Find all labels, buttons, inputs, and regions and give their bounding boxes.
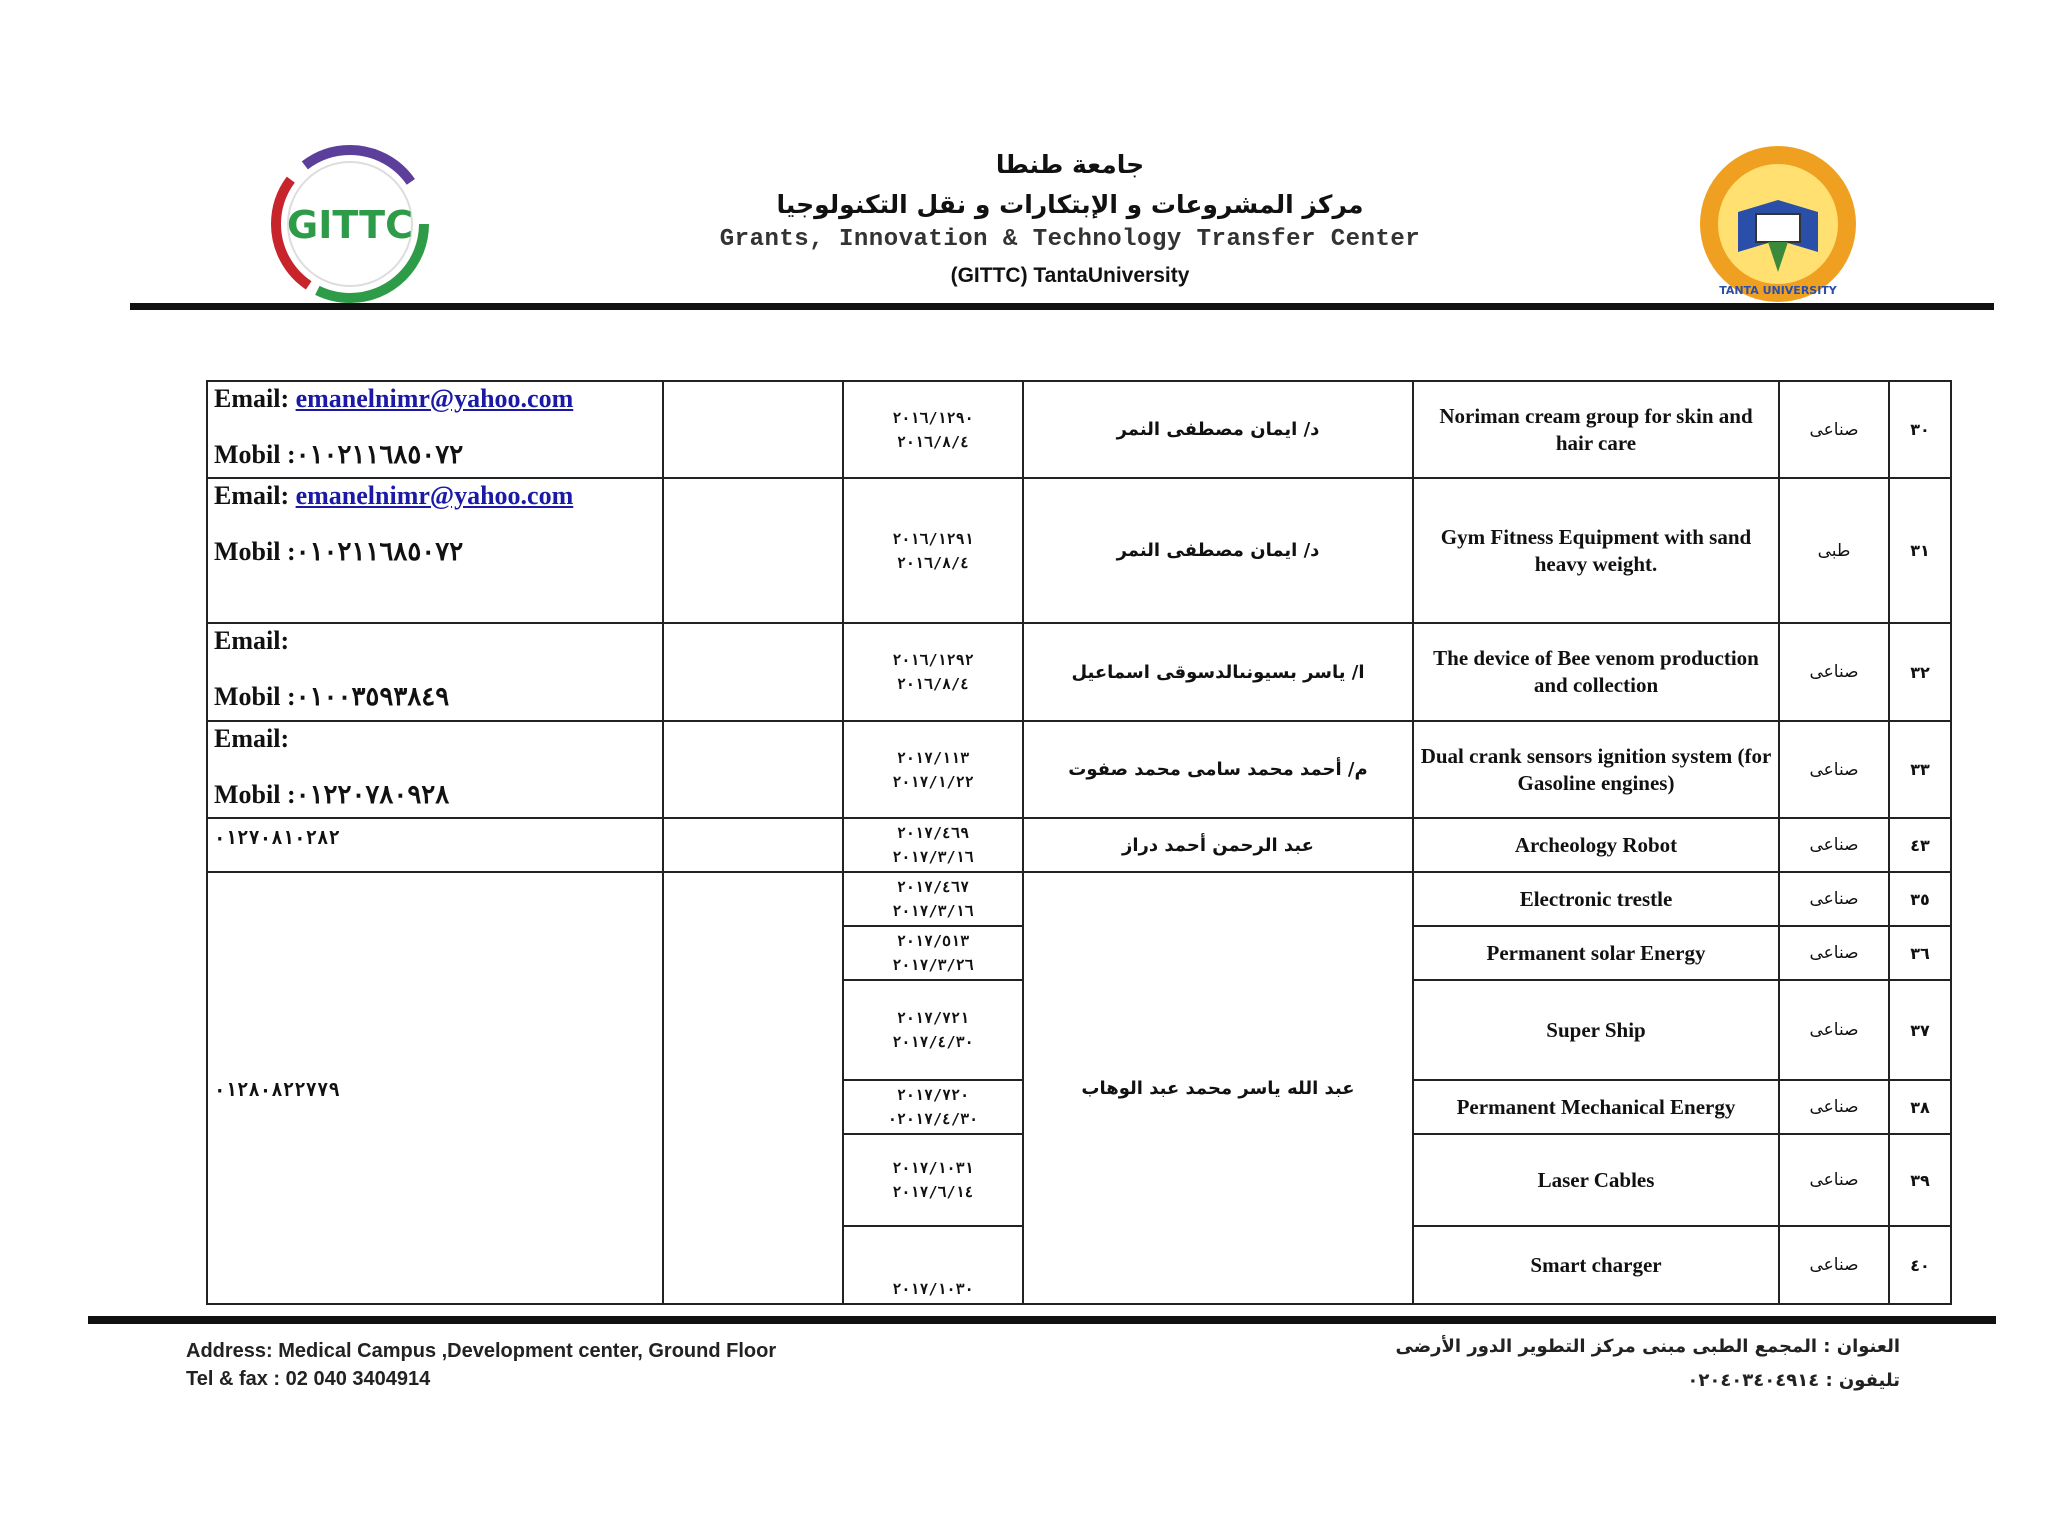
patent-number: ٢٠١٧/١٠٣٠ [892,1280,974,1298]
row-number: ٣٣ [1889,721,1951,818]
patent-number: ٢٠١٧/٧٢١ [896,1009,970,1027]
footer-tel-en: Tel & fax : 02 040 3404914 [186,1368,431,1390]
patent-cell [843,980,1023,1080]
invention-type: صناعى [1779,926,1889,980]
patent-number: ٢٠١٧/١٠٣١ [892,1159,974,1177]
mobile-line [214,440,656,470]
patent-cell [843,1134,1023,1226]
table-row [207,872,1951,926]
patent-cell [843,1080,1023,1134]
invention-type: صناعى [1779,1134,1889,1226]
patent-cell [843,381,1023,478]
email-line [214,481,656,511]
header-rule [130,303,1994,310]
invention-title: Archeology Robot [1413,818,1779,872]
header-center-ar: مركز المشروعات و الإبتكارات و نقل التكنولوجيا [776,190,1364,219]
email-line [214,724,656,754]
email-link[interactable]: emanelnimr@yahoo.com [295,384,574,413]
gittc-logo [268,142,432,306]
patent-number: ٢٠١٧/٥١٣ [896,932,970,950]
invention-title: Permanent solar Energy [1413,926,1779,980]
invention-type: صناعى [1779,381,1889,478]
invention-type: صناعى [1779,980,1889,1080]
contact-cell [207,818,663,872]
patent-cell [843,818,1023,872]
patent-date: ٢٠١٧/٣/٢٦ [892,956,974,974]
empty-cell [663,872,843,1304]
footer-rule [88,1316,1996,1324]
contact-cell [207,623,663,721]
invention-title: Super Ship [1413,980,1779,1080]
phone-number: ٠١٢٨٠٨٢٢٧٧٩ [214,1079,340,1101]
patent-number: ٢٠١٦/١٢٩٢ [892,651,974,669]
inventor-name: عبد الله ياسر محمد عبد الوهاب [1023,872,1413,1304]
empty-cell [663,721,843,818]
contact-cell [207,478,663,623]
inventor-name: د/ ايمان مصطفى النمر [1023,381,1413,478]
table-row [207,478,1951,623]
contact-cell [207,872,663,1304]
patent-cell [843,721,1023,818]
mobile-label: Mobil : [214,682,296,711]
inventor-name: ا/ ياسر بسيونىالدسوقى اسماعيل [1023,623,1413,721]
row-number: ٣٦ [1889,926,1951,980]
invention-type: صناعى [1779,1080,1889,1134]
row-number: ٣١ [1889,478,1951,623]
svg-text:GITTC: GITTC [287,203,413,247]
patent-table [206,380,1952,1305]
patent-date: ٢٠١٧/٤/٣٠ [892,1033,974,1051]
table-row [207,721,1951,818]
mobile-line [214,780,656,810]
mobile-line [214,682,656,712]
invention-type: صناعى [1779,1226,1889,1304]
mobile-label: Mobil : [214,537,296,566]
mobile-number: ٠١٢٢٠٧٨٠٩٢٨ [295,780,450,809]
header-center-sub: (GITTC) TantaUniversity [950,264,1190,287]
row-number: ٣٨ [1889,1080,1951,1134]
inventor-name: د/ ايمان مصطفى النمر [1023,478,1413,623]
row-number: ٣٧ [1889,980,1951,1080]
row-number: ٤٠ [1889,1226,1951,1304]
contact-cell [207,381,663,478]
patent-date: ٢٠١٦/٨/٤ [896,553,970,572]
patent-number: ٢٠١٦/١٢٩١ [892,529,974,548]
email-label: Email: [214,384,290,413]
row-number: ٣٢ [1889,623,1951,721]
invention-type: صناعى [1779,818,1889,872]
invention-title: Electronic trestle [1413,872,1779,926]
empty-cell [663,478,843,623]
invention-type: صناعى [1779,623,1889,721]
svg-text:TANTA UNIVERSITY: TANTA UNIVERSITY [1719,284,1837,297]
patent-number: ٢٠١٧/٤٦٩ [896,824,970,842]
invention-title: Dual crank sensors ignition system (for Gasoline engines) [1413,721,1779,818]
patent-date: ٢٠١٧/١/٢٢ [892,772,974,791]
patent-date: ٢٠١٧/٣/١٦ [892,902,974,920]
invention-type: طبى [1779,478,1889,623]
mobile-number: ٠١٠٢١١٦٨٥٠٧٢ [295,537,464,566]
row-number: ٣٥ [1889,872,1951,926]
header-center-en: Grants, Innovation & Technology Transfer Center [719,226,1421,253]
inventor-name: م/ أحمد محمد سامى محمد صفوت [1023,721,1413,818]
patent-number: ٢٠١٧/٧٢٠ [896,1086,970,1104]
footer-address-ar: العنوان : المجمع الطبى مبنى مركز التطوير الدور الأرضى [1395,1336,1900,1357]
invention-type: صناعى [1779,721,1889,818]
invention-type: صناعى [1779,872,1889,926]
row-number: ٣٠ [1889,381,1951,478]
patent-cell [843,478,1023,623]
empty-cell [663,818,843,872]
table-row [207,381,1951,478]
mobile-number: ٠١٠٢١١٦٨٥٠٧٢ [295,440,464,469]
email-label: Email: [214,481,290,510]
patent-date: ٠٢٠١٧/٤/٣٠ [887,1110,979,1128]
row-number: ٣٩ [1889,1134,1951,1226]
patent-date: ٢٠١٦/٨/٤ [896,432,970,451]
email-link[interactable]: emanelnimr@yahoo.com [295,481,574,510]
header-university-ar: جامعة طنطا [995,150,1145,179]
tanta-university-logo [1696,142,1860,306]
patent-cell [843,623,1023,721]
inventor-name: عبد الرحمن أحمد دراز [1023,818,1413,872]
footer-tel-ar: تليفون : ٠٢٠٤٠٣٤٠٤٩١٤ [1687,1370,1900,1391]
invention-title: Noriman cream group for skin and hair care [1413,381,1779,478]
patent-cell [843,1226,1023,1304]
email-label: Email: [214,626,290,655]
patent-cell [843,872,1023,926]
invention-title: Gym Fitness Equipment with sand heavy weight. [1413,478,1779,623]
patent-number: ٢٠١٧/١١٣ [896,748,970,767]
patent-number: ٢٠١٧/٤٦٧ [896,878,970,896]
empty-cell [663,381,843,478]
patent-cell [843,926,1023,980]
table-row [207,818,1951,872]
table-row [207,623,1951,721]
row-number: ٤٣ [1889,818,1951,872]
empty-cell [663,623,843,721]
email-label: Email: [214,724,290,753]
patent-date: ٢٠١٧/٣/١٦ [892,848,974,866]
invention-title: Permanent Mechanical Energy [1413,1080,1779,1134]
invention-title: Laser Cables [1413,1134,1779,1226]
patent-number: ٢٠١٦/١٢٩٠ [892,408,974,427]
invention-title: The device of Bee venom production and collection [1413,623,1779,721]
mobile-line [214,537,656,567]
mobile-label: Mobil : [214,440,296,469]
invention-title: Smart charger [1413,1226,1779,1304]
phone-number: ٠١٢٧٠٨١٠٢٨٢ [214,827,340,849]
email-line [214,626,656,656]
mobile-number: ٠١٠٠٣٥٩٣٨٤٩ [295,682,450,711]
patent-date: ٢٠١٧/٦/١٤ [892,1183,974,1201]
footer-address-en: Address: Medical Campus ,Development center, Ground Floor [186,1340,777,1362]
mobile-label: Mobil : [214,780,296,809]
email-line [214,384,656,414]
patent-date: ٢٠١٦/٨/٤ [896,675,970,693]
contact-cell [207,721,663,818]
